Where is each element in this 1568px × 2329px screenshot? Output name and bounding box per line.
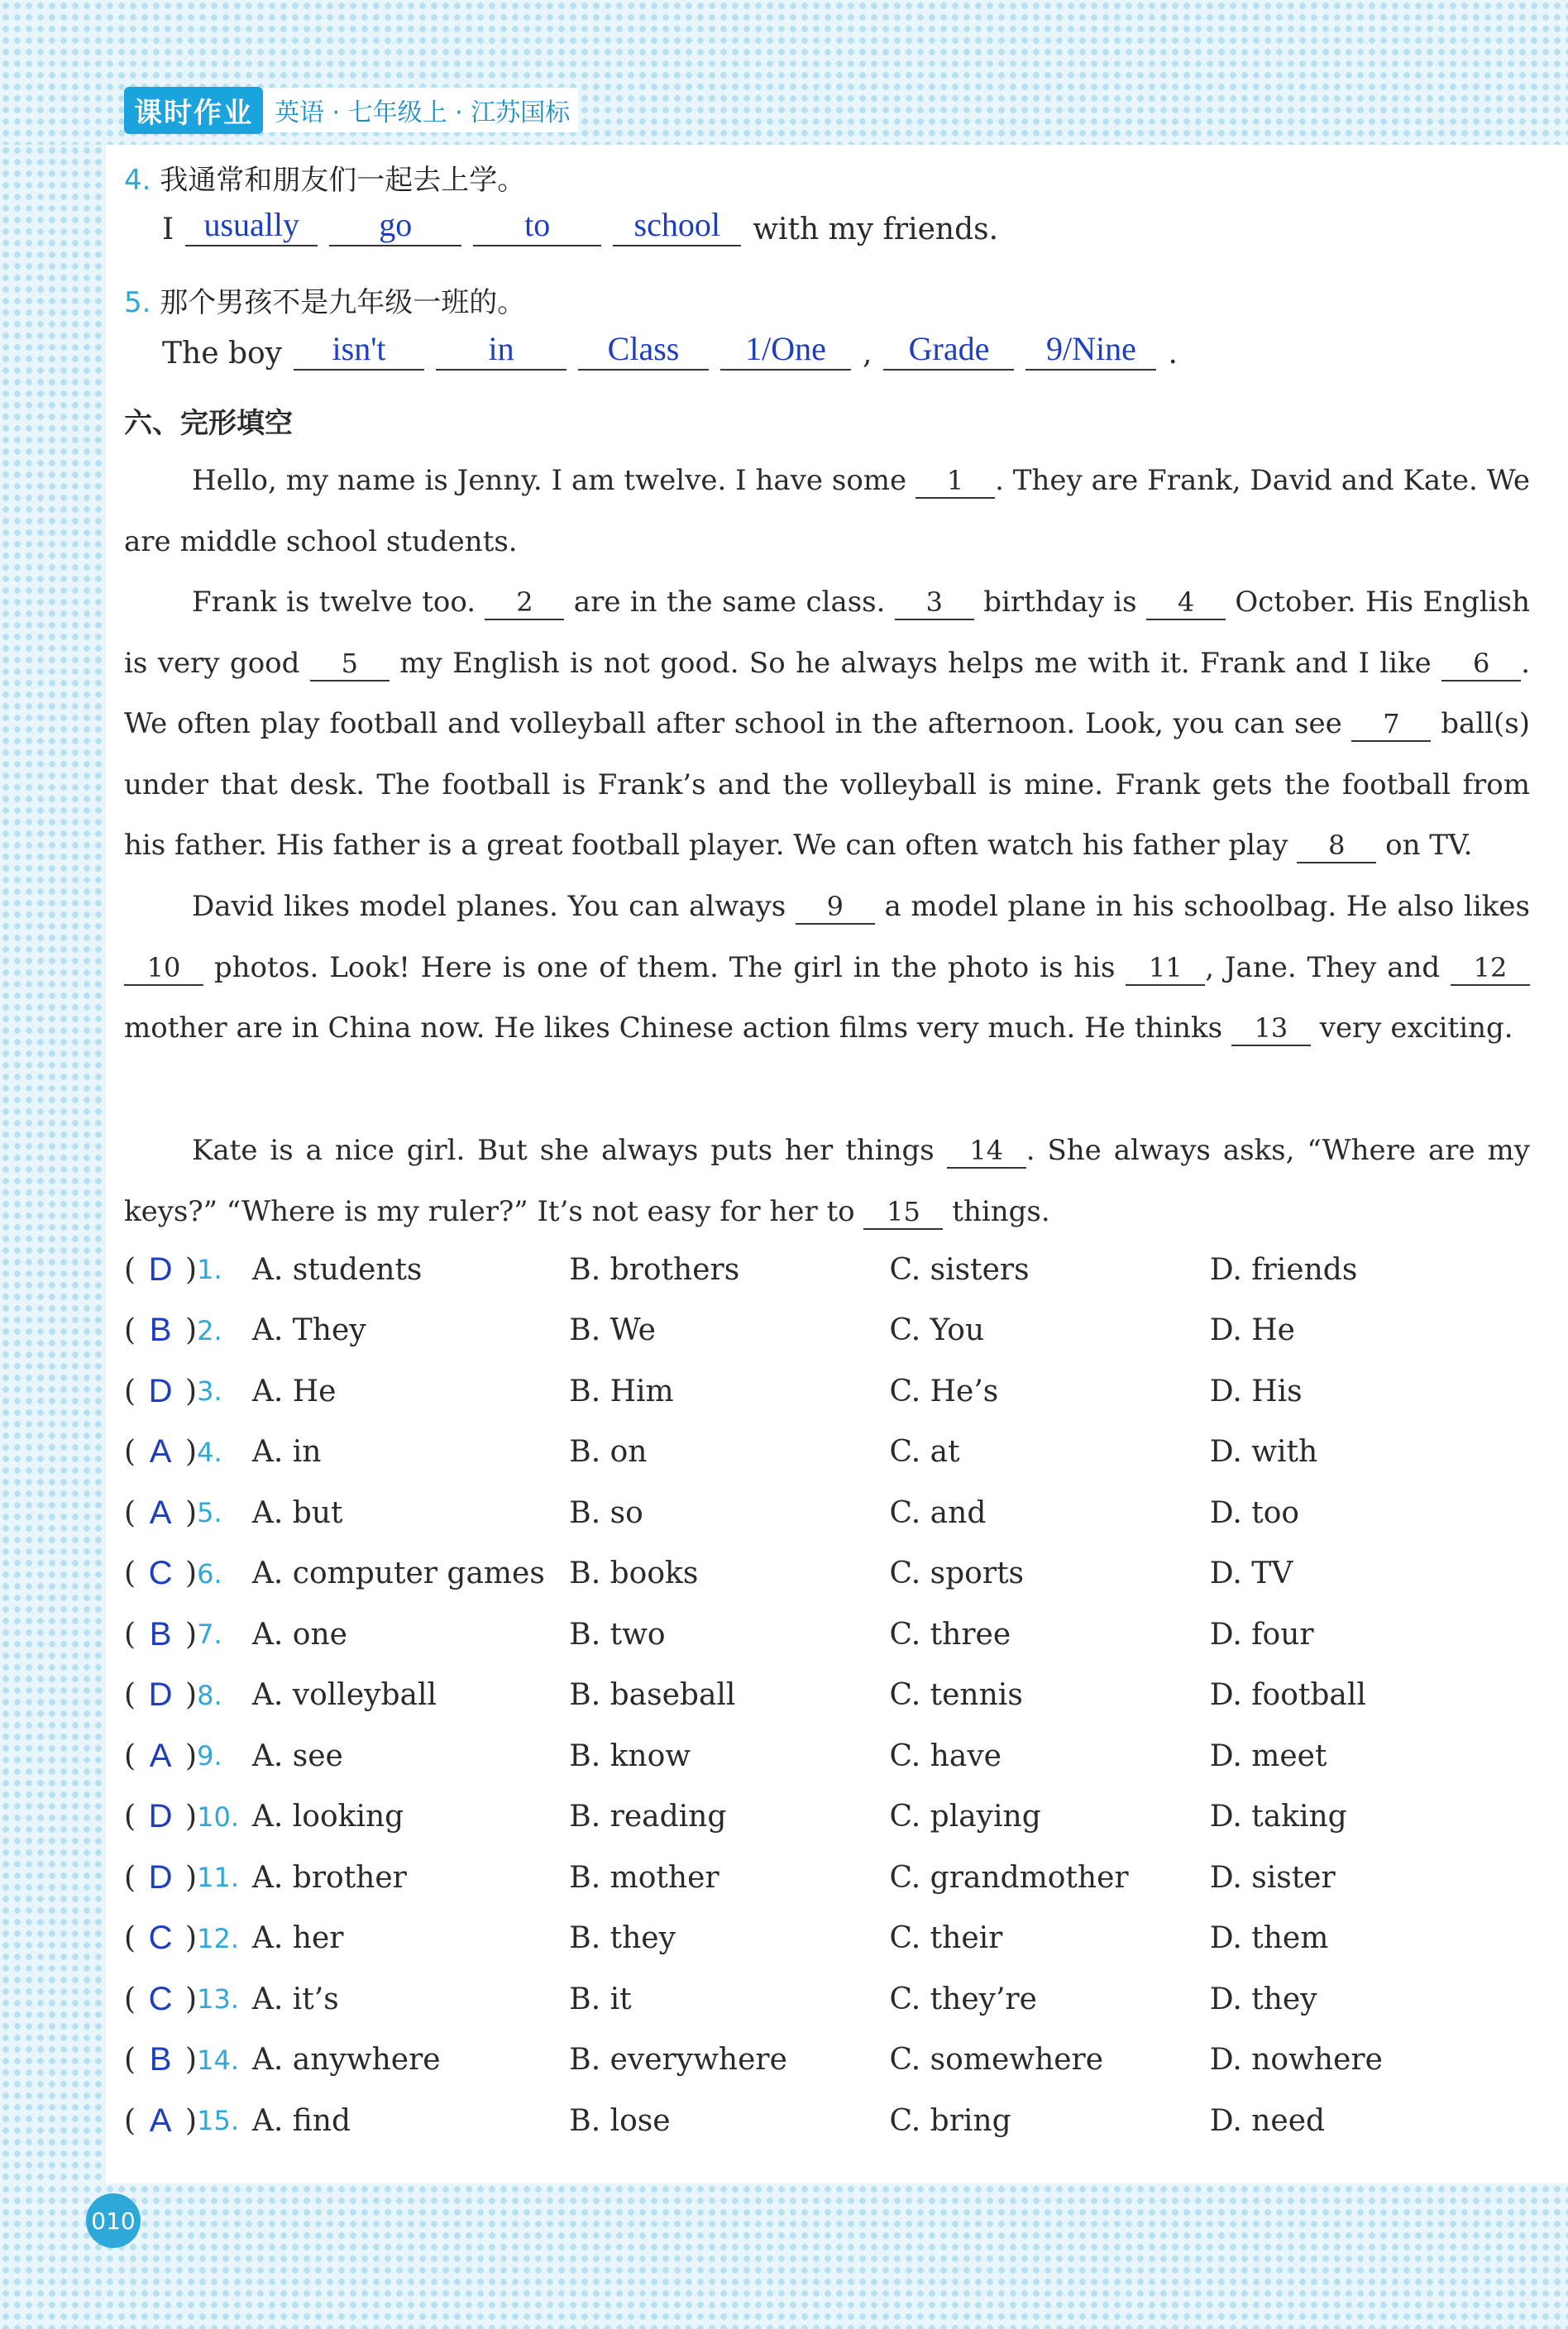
option-b[interactable]: B. two xyxy=(569,1617,666,1652)
option-d[interactable]: D. nowhere xyxy=(1209,2043,1383,2077)
option-c[interactable]: C. tennis xyxy=(889,1678,1023,1712)
option-b[interactable]: B. baseball xyxy=(569,1678,736,1712)
option-d[interactable]: D. His xyxy=(1209,1374,1303,1408)
option-a[interactable]: A. They xyxy=(251,1313,366,1347)
passage-paragraph-1: Hello, my name is Jenny. I am twelve. I have some 1 . They are Frank, David and Kate. We are middle school students. xyxy=(124,464,1530,558)
answer-letter: B xyxy=(149,2041,172,2078)
option-a[interactable]: A. in xyxy=(251,1435,322,1469)
option-d[interactable]: D. taking xyxy=(1209,1800,1347,1834)
option-a[interactable]: A. brother xyxy=(251,1860,407,1895)
q4-blank-3[interactable]: to xyxy=(473,205,601,246)
question-number: 13. xyxy=(197,1983,239,2015)
answer-bracket[interactable]: ( D ) 3. xyxy=(124,1372,222,1409)
option-b[interactable]: B. mother xyxy=(569,1860,719,1895)
gap-5: 5 xyxy=(310,647,390,681)
question-number: 9. xyxy=(197,1740,222,1772)
question-row xyxy=(124,1609,1530,1659)
option-b[interactable]: B. on xyxy=(569,1435,648,1469)
option-b[interactable]: B. books xyxy=(569,1557,699,1590)
question-row xyxy=(124,1428,1530,1477)
answer-letter: A xyxy=(149,1494,172,1531)
gap-2: 2 xyxy=(485,586,564,620)
q5-blank-3[interactable]: Class xyxy=(578,329,709,371)
option-c[interactable]: C. have xyxy=(889,1738,1002,1773)
answer-bracket[interactable]: ( A ) 15. xyxy=(124,2102,239,2139)
q4-blank-4[interactable]: school xyxy=(613,205,741,246)
question-row xyxy=(124,1671,1530,1720)
q5-blank-6[interactable]: 9/Nine xyxy=(1025,329,1156,371)
option-a[interactable]: A. students xyxy=(251,1252,423,1287)
option-c[interactable]: C. and xyxy=(889,1495,987,1530)
book-subtitle: 英语 · 七年级上 · 江苏国标 xyxy=(275,98,571,127)
q5-blank-2[interactable]: in xyxy=(436,329,566,371)
q4-blank-1[interactable]: usually xyxy=(185,205,318,246)
q5-blank-4[interactable]: 1/One xyxy=(720,329,851,371)
option-a[interactable]: A. find xyxy=(251,2103,351,2138)
q5-blank-1[interactable]: isn't xyxy=(294,329,424,371)
answer-letter: A xyxy=(149,2102,172,2139)
q5-prompt: 5. 那个男孩不是九年级一班的。 xyxy=(124,286,526,319)
answer-letter: D xyxy=(148,1372,173,1409)
gap-14: 14 xyxy=(947,1134,1026,1169)
option-d[interactable]: D. meet xyxy=(1209,1738,1327,1773)
gap-13: 13 xyxy=(1231,1011,1311,1046)
question-number: 11. xyxy=(197,1862,239,1893)
question-row xyxy=(124,1914,1530,1963)
option-b[interactable]: B. Him xyxy=(569,1374,674,1408)
q4-prompt: 4. 我通常和朋友们一起去上学。 xyxy=(124,164,526,197)
answer-bracket[interactable]: ( D ) 1. xyxy=(124,1251,222,1288)
answer-letter: D xyxy=(148,1858,173,1896)
option-b[interactable]: B. We xyxy=(569,1313,656,1347)
option-a[interactable]: A. it’s xyxy=(251,1982,339,2016)
option-c[interactable]: C. sisters xyxy=(889,1252,1030,1287)
answer-letter: D xyxy=(148,1676,173,1713)
answer-letter: C xyxy=(148,1980,173,2017)
option-d[interactable]: D. them xyxy=(1209,1921,1329,1955)
option-b[interactable]: B. brothers xyxy=(569,1252,740,1287)
question-row xyxy=(124,2035,1530,2085)
answer-letter: D xyxy=(148,1798,173,1834)
option-a[interactable]: A. one xyxy=(251,1617,347,1652)
answer-bracket[interactable]: ( B ) 7. xyxy=(124,1615,222,1652)
option-d[interactable]: D. football xyxy=(1209,1678,1366,1712)
option-d[interactable]: D. too xyxy=(1209,1495,1300,1530)
answer-bracket[interactable]: ( C ) 6. xyxy=(124,1555,222,1591)
frame-bottom xyxy=(0,2183,1568,2329)
question-number: 8. xyxy=(197,1679,222,1711)
option-b[interactable]: B. so xyxy=(569,1495,643,1530)
option-c[interactable]: C. their xyxy=(889,1921,1003,1955)
question-row xyxy=(124,1488,1530,1538)
option-b[interactable]: B. reading xyxy=(569,1800,727,1834)
option-a[interactable]: A. He xyxy=(251,1374,337,1408)
passage-paragraph-3: David likes model planes. You can always 9 a model plane in his schoolbag. He also likes 10 photos. Look! Here is one of them. The girl in the photo is his 11 , Jane. They and 12 mother are in China now. He likes Chinese action films very much. He thinks 13 very exciting. xyxy=(124,890,1530,1045)
question-number: 5. xyxy=(197,1497,222,1528)
page-header xyxy=(124,88,578,132)
gap-7: 7 xyxy=(1351,707,1431,742)
answer-letter: B xyxy=(149,1615,172,1652)
q4-blank-2[interactable]: go xyxy=(329,205,461,246)
answer-letter: D xyxy=(148,1251,173,1288)
option-a[interactable]: A. anywhere xyxy=(251,2043,441,2077)
answer-bracket[interactable]: ( C ) 12. xyxy=(124,1920,239,1956)
gap-8: 8 xyxy=(1297,829,1376,863)
question-row xyxy=(124,1549,1530,1599)
option-a[interactable]: A. looking xyxy=(251,1800,404,1834)
question-row xyxy=(124,1974,1530,2024)
question-row xyxy=(124,1245,1530,1294)
gap-11: 11 xyxy=(1126,951,1205,986)
question-row xyxy=(124,2096,1530,2145)
answer-bracket[interactable]: ( A ) 4. xyxy=(124,1433,222,1470)
question-number: 14. xyxy=(197,2044,239,2076)
answer-bracket[interactable]: ( C ) 13. xyxy=(124,1980,239,2017)
option-d[interactable]: D. sister xyxy=(1209,1860,1336,1895)
question-number: 6. xyxy=(197,1557,222,1590)
gap-9: 9 xyxy=(796,890,875,925)
option-d[interactable]: D. TV xyxy=(1209,1557,1293,1590)
option-c[interactable]: C. grandmother xyxy=(889,1860,1129,1895)
gap-15: 15 xyxy=(863,1195,943,1230)
gap-3: 3 xyxy=(895,586,974,620)
question-number: 4. xyxy=(197,1436,222,1468)
question-number: 15. xyxy=(197,2105,239,2136)
gap-6: 6 xyxy=(1441,647,1521,681)
option-b[interactable]: B. know xyxy=(569,1738,691,1773)
q5-sentence: The boy isn't in Class 1/One , Grade 9/Nine . xyxy=(162,330,1178,371)
option-c[interactable]: C. bring xyxy=(889,2103,1011,2138)
passage-paragraph-4: Kate is a nice girl. But she always puts her things 14 . She always asks, “Where are my keys?” “Where is my ruler?” It’s not easy for her to 15 things. xyxy=(124,1134,1530,1228)
gap-12: 12 xyxy=(1451,951,1530,986)
option-b[interactable]: B. they xyxy=(569,1921,676,1955)
gap-1: 1 xyxy=(915,464,995,499)
option-d[interactable]: D. four xyxy=(1209,1617,1314,1652)
question-number: 2. xyxy=(197,1314,222,1346)
frame-left xyxy=(0,145,106,2205)
q4-sentence: I usually go to school with my friends. xyxy=(162,206,999,246)
answer-letter: A xyxy=(149,1433,172,1470)
option-d[interactable]: D. they xyxy=(1209,1982,1317,2016)
question-row xyxy=(124,1731,1530,1781)
question-number: 12. xyxy=(197,1922,239,1954)
option-a[interactable]: A. computer games xyxy=(251,1557,545,1590)
option-b[interactable]: B. lose xyxy=(569,2103,671,2138)
question-row xyxy=(124,1792,1530,1842)
page-number: 010 xyxy=(86,2193,141,2248)
option-a[interactable]: A. volleyball xyxy=(251,1678,437,1712)
option-c[interactable]: C. You xyxy=(889,1313,985,1347)
option-c[interactable]: C. somewhere xyxy=(889,2043,1104,2077)
option-d[interactable]: D. with xyxy=(1209,1435,1318,1469)
option-b[interactable]: B. it xyxy=(569,1982,632,2016)
book-logo: 课时作业 xyxy=(124,87,263,134)
question-row xyxy=(124,1853,1530,1902)
answer-bracket[interactable]: ( D ) 8. xyxy=(124,1676,222,1713)
gap-4: 4 xyxy=(1146,586,1226,620)
question-row xyxy=(124,1366,1530,1416)
question-number: 7. xyxy=(197,1619,222,1650)
answer-bracket[interactable]: ( B ) 14. xyxy=(124,2041,239,2078)
option-a[interactable]: A. but xyxy=(251,1495,343,1530)
option-d[interactable]: D. need xyxy=(1209,2103,1326,2138)
option-a[interactable]: A. her xyxy=(251,1921,344,1955)
option-c[interactable]: C. sports xyxy=(889,1557,1025,1590)
section-title: 六、完形填空 xyxy=(124,407,293,440)
question-number: 10. xyxy=(197,1801,239,1833)
question-row xyxy=(124,1306,1530,1356)
answer-bracket[interactable]: ( A ) 5. xyxy=(124,1494,222,1531)
option-c[interactable]: C. they’re xyxy=(889,1982,1037,2016)
q5-blank-5[interactable]: Grade xyxy=(883,329,1014,371)
passage-paragraph-2: Frank is twelve too. 2 are in the same class. 3 birthday is 4 October. His English is very good 5 my English is not good. So he always helps me with it. Frank and I like 6 . We often play football and volleyball after school in the afternoon. Look, you can see 7 ball(s) under that desk. The football is Frank’s and the volleyball is mine. Frank gets the football from his father. His father is a great football player. We can often watch his father play 8 on TV. xyxy=(124,586,1530,862)
option-d[interactable]: D. He xyxy=(1209,1313,1295,1347)
gap-10: 10 xyxy=(124,951,203,986)
answer-bracket[interactable]: ( B ) 2. xyxy=(124,1312,222,1348)
option-a[interactable]: A. see xyxy=(251,1738,343,1773)
answer-bracket[interactable]: ( D ) 10. xyxy=(124,1798,239,1834)
answer-bracket[interactable]: ( D ) 11. xyxy=(124,1858,239,1896)
answer-letter: C xyxy=(148,1920,173,1956)
option-c[interactable]: C. He’s xyxy=(889,1374,999,1408)
answer-letter: A xyxy=(149,1737,172,1774)
option-b[interactable]: B. everywhere xyxy=(569,2043,787,2077)
option-c[interactable]: C. playing xyxy=(889,1800,1041,1834)
answer-letter: B xyxy=(149,1312,172,1348)
option-d[interactable]: D. friends xyxy=(1209,1252,1358,1287)
option-c[interactable]: C. at xyxy=(889,1435,960,1469)
answer-letter: C xyxy=(148,1555,173,1591)
answer-bracket[interactable]: ( A ) 9. xyxy=(124,1737,222,1774)
option-c[interactable]: C. three xyxy=(889,1617,1011,1652)
question-number: 1. xyxy=(197,1254,222,1285)
question-number: 3. xyxy=(197,1375,222,1407)
